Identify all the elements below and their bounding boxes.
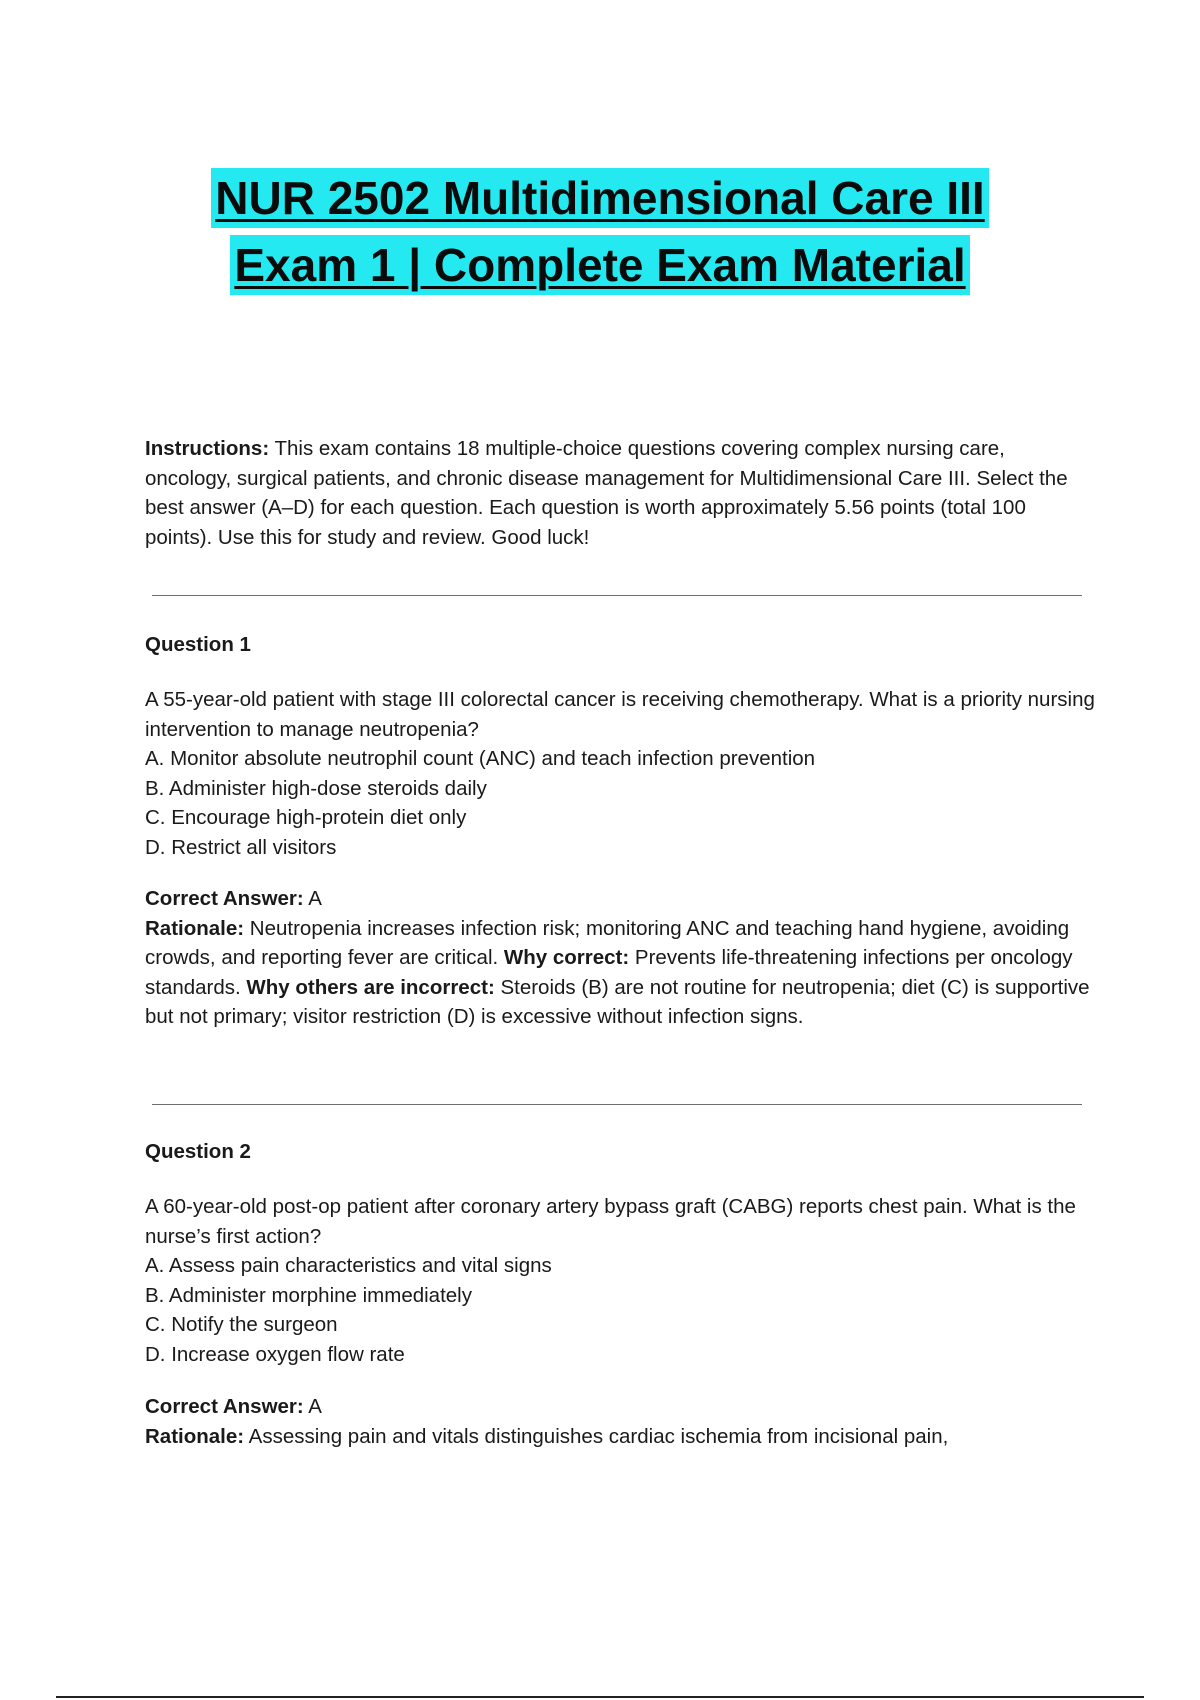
why-incorrect-text: Steroids (B) are not routine for neutropenia; diet (C) is supportive but not primary; visitor restriction (D) is excessive without infection signs. bbox=[145, 975, 1090, 1028]
question-1-correct-answer bbox=[145, 884, 1095, 914]
correct-answer-label: Correct Answer: bbox=[145, 1395, 304, 1418]
page-bottom-rule bbox=[56, 1696, 1144, 1698]
title-line-1: NUR 2502 Multidimensional Care III bbox=[211, 168, 988, 228]
correct-answer-value: A bbox=[303, 887, 322, 910]
rationale-text: Assessing pain and vitals distinguishes cardiac ischemia from incisional pain, bbox=[244, 1424, 949, 1448]
question-1-heading: Question 1 bbox=[145, 633, 251, 656]
question-2-option-d: D. Increase oxygen flow rate bbox=[145, 1342, 405, 1366]
rationale-label: Rationale: bbox=[145, 916, 245, 940]
instructions-paragraph bbox=[145, 434, 1095, 552]
why-correct-text: Prevents life-threatening infections per oncology standards. bbox=[145, 946, 1073, 999]
question-1-rationale bbox=[145, 914, 1095, 1032]
section-divider bbox=[152, 1104, 1082, 1105]
question-1-answer-block bbox=[145, 884, 1095, 1032]
question-1-option-b: B. Administer high-dose steroids daily bbox=[145, 776, 487, 800]
question-1-option-d: D. Restrict all visitors bbox=[145, 835, 337, 859]
question-1-body bbox=[145, 685, 1095, 862]
title-line-2: Exam 1 | Complete Exam Material bbox=[230, 235, 969, 295]
question-2-answer-block bbox=[145, 1392, 1095, 1451]
question-2-rationale bbox=[145, 1422, 1095, 1452]
rationale-text: Neutropenia increases infection risk; monitoring ANC and teaching hand hygiene, avoiding crowds, and reporting fever are critical. bbox=[145, 916, 1070, 969]
correct-answer-label: Correct Answer: bbox=[145, 887, 304, 910]
question-1-option-c: C. Encourage high-protein diet only bbox=[145, 806, 467, 829]
correct-answer-value: A bbox=[303, 1395, 322, 1418]
question-2-option-a: A. Assess pain characteristics and vital signs bbox=[145, 1254, 552, 1277]
rationale-label: Rationale: bbox=[145, 1424, 245, 1448]
question-2-option-b: B. Administer morphine immediately bbox=[145, 1283, 472, 1307]
question-2-correct-answer bbox=[145, 1392, 1095, 1422]
question-1-option-a: A. Monitor absolute neutrophil count (ANC) and teach infection prevention bbox=[145, 747, 816, 770]
instructions-label: Instructions: bbox=[145, 437, 270, 460]
question-2-option-c: C. Notify the surgeon bbox=[145, 1313, 338, 1336]
question-2-heading: Question 2 bbox=[145, 1140, 251, 1163]
why-incorrect-label: Why others are incorrect: bbox=[246, 975, 495, 999]
section-divider bbox=[152, 595, 1082, 596]
question-2-body bbox=[145, 1192, 1095, 1369]
question-1-stem: A 55-year-old patient with stage III colorectal cancer is receiving chemotherapy. What is a priority nursing intervention to manage neutropenia? bbox=[145, 688, 1095, 741]
question-2-stem: A 60-year-old post-op patient after coronary artery bypass graft (CABG) reports chest pain. What is the nurse’s first action? bbox=[145, 1195, 1076, 1248]
document-title bbox=[0, 168, 1200, 302]
why-correct-label: Why correct: bbox=[503, 946, 630, 969]
instructions-text: This exam contains 18 multiple-choice questions covering complex nursing care, oncology, surgical patients, and chronic disease management for Multidimensional Care III. Select the best answer (A–D) for each question. Each question is worth approximately 5.56 points (total 100 points). Use this for study and review. Good luck! bbox=[145, 437, 1068, 549]
